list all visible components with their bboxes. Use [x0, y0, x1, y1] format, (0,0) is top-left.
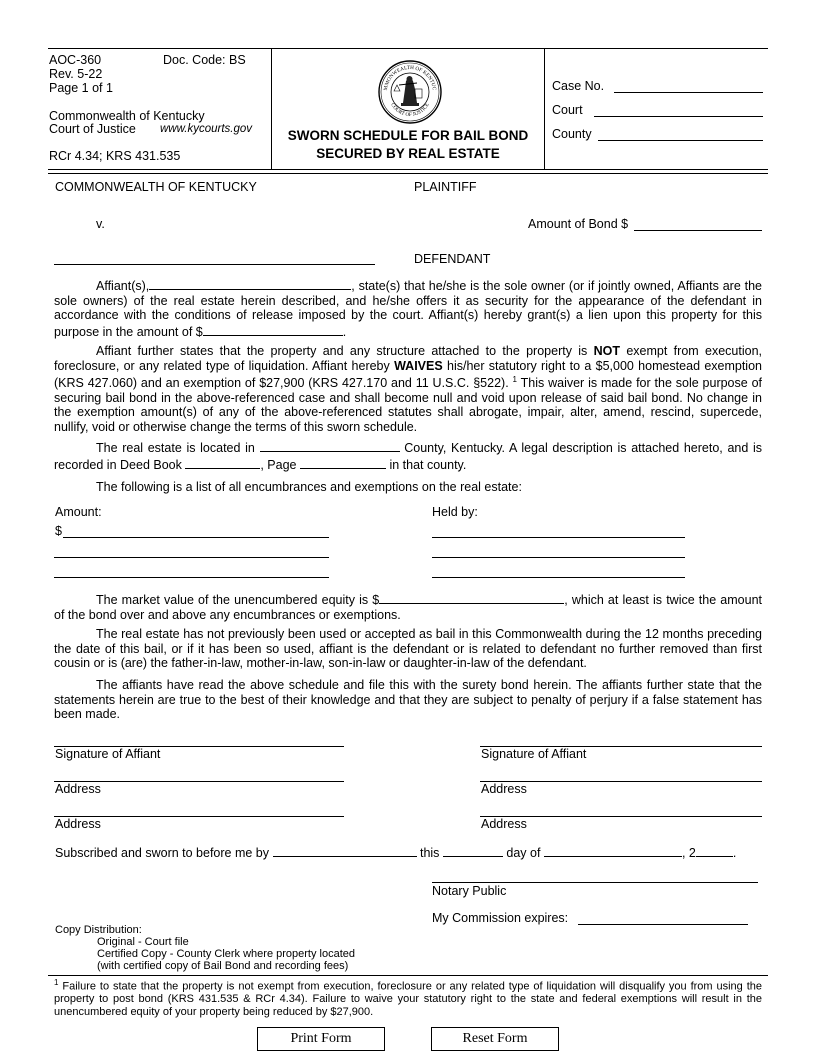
form-title-line1: SWORN SCHEDULE FOR BAIL BOND [287, 128, 529, 143]
market-value-field[interactable] [379, 591, 564, 604]
org-line1: Commonwealth of Kentucky [49, 109, 205, 123]
amount-label: Amount: [55, 505, 102, 519]
defendant-label: DEFENDANT [414, 252, 491, 266]
p1-text-b: , state(s) that he/she is the sole owner (or if jointly owned, Affiants are the sole owners) of the real estate herein described, and he/she offers it as security for the appearance of the defendant in accordance with the conditions of release imposed by the court. Affiant(s) hereby grant(s) a lien upon this property for this purpose in the amount of $ [54, 279, 762, 339]
p2-text-b: exempt from execution, foreclosure, or any related type of liquidation. Affiant hereby [54, 344, 762, 373]
p2-not: NOT [593, 344, 621, 358]
reset-form-button[interactable]: Reset Form [431, 1027, 559, 1051]
case-no-field[interactable] [614, 92, 763, 93]
paragraph-waiver [54, 344, 762, 434]
held-by-field-2[interactable] [432, 557, 685, 558]
rules-citation: RCr 4.34; KRS 431.535 [49, 149, 181, 163]
print-form-button[interactable]: Print Form [257, 1027, 385, 1051]
footnote-text: Failure to state that the property is not exempt from execution, foreclosure or any related type of liquidation will disqualify you from using the property to post bond (KRS 431.535 & RCr 4.34). Failure to waive your statutory right to the state and federal exemptions will result in the unencumbered equity of your property being reduced by $27,900. [54, 980, 762, 1018]
case-no-label: Case No. [552, 79, 605, 93]
distribution-line3: (with certified copy of Bail Bond and recording fees) [97, 960, 349, 972]
doc-code: Doc. Code: BS [163, 53, 246, 67]
sworn-text-c: day of [506, 846, 541, 860]
footnote-rule [48, 975, 768, 976]
lien-amount-field[interactable] [203, 323, 343, 336]
address-label-1a: Address [55, 782, 101, 796]
p2-text-c: his/her statutory right to a $5,000 homestead exemption (KRS 427.060) and an exemption of $27,900 (KRS 427.170 and 11 U.S.C. §522). [54, 358, 762, 391]
form-id: AOC-360 [49, 53, 102, 67]
location-county-field[interactable] [260, 439, 400, 452]
org-line2: Court of Justice [49, 122, 136, 136]
held-by-label: Held by: [432, 505, 478, 519]
address-label-2b: Address [481, 817, 527, 831]
signature-label-2: Signature of Affiant [481, 747, 587, 761]
paragraph-encumbrances [54, 480, 762, 495]
dollar-sign: $ [55, 524, 62, 538]
footnote [54, 977, 762, 1018]
amount-field-1[interactable] [63, 537, 329, 538]
paragraph-prior-use [54, 627, 762, 671]
defendant-name-field[interactable] [54, 264, 375, 265]
amount-field-2[interactable] [54, 557, 329, 558]
header-divider-right [544, 48, 545, 169]
p6-text: The real estate has not previously been used or accepted as bail in this Commonwealth during the 12 months preceding the date of this bail, or if it has been so used, affiant is the defendant or is related to defendant no further removed than first cousin or is (are) the father-in-law, mother-in-law, son-in-law or daughter-in-law of the defendant. [54, 627, 762, 670]
sworn-text-a: Subscribed and sworn to before me by [55, 846, 270, 860]
sworn-text-e: . [732, 846, 737, 860]
county-label: County [552, 127, 592, 141]
distribution-line1: Original - Court file [97, 936, 189, 948]
sworn-text-b: this [419, 846, 440, 860]
bond-amount-label: Amount of Bond $ [528, 217, 629, 231]
header-bottom-rule-2 [48, 173, 768, 174]
p2-text-a: Affiant further states that the property and any structure attached to the property is [96, 344, 594, 358]
distribution-title: Copy Distribution: [55, 924, 142, 936]
header-top-rule [48, 48, 768, 49]
p4-text: The following is a list of all encumbrances and exemptions on the real estate: [96, 480, 522, 494]
footnote-marker: 1 [54, 978, 59, 987]
p7-text: The affiants have read the above schedule and file this with the surety bond herein. The affiants further state that the statements herein are true to the best of their knowledge and that they are subject to penalty of perjury if a false statement has been made. [54, 678, 762, 721]
commission-expires-field[interactable] [578, 924, 748, 925]
page-number: Page 1 of 1 [49, 81, 113, 95]
sworn-text-d: , 2 [681, 846, 696, 860]
county-field[interactable] [598, 140, 763, 141]
plaintiff-name: COMMONWEALTH OF KENTUCKY [55, 180, 257, 194]
paragraph-location [54, 439, 762, 472]
plaintiff-label: PLAINTIFF [414, 180, 477, 194]
held-by-field-1[interactable] [432, 537, 685, 538]
address-label-2a: Address [481, 782, 527, 796]
sworn-statement [55, 844, 736, 860]
seal-text-bottom: COURT OF JUSTICE [389, 102, 431, 119]
signature-label-1: Signature of Affiant [55, 747, 161, 761]
sworn-day-field[interactable] [443, 844, 503, 857]
notary-label: Notary Public [432, 884, 507, 898]
bond-amount-field[interactable] [634, 230, 762, 231]
p3-text-d: in that county. [389, 457, 467, 472]
p3-text-c: , Page [260, 457, 297, 472]
notary-signature-field[interactable] [432, 882, 758, 883]
affiant-name-field[interactable] [149, 277, 351, 290]
amount-field-3[interactable] [54, 577, 329, 578]
p5-text-a: The market value of the unencumbered equity is $ [96, 593, 380, 607]
versus: v. [96, 217, 105, 231]
court-label: Court [552, 103, 583, 117]
held-by-field-3[interactable] [432, 577, 685, 578]
commission-label: My Commission expires: [432, 911, 569, 925]
address-label-1b: Address [55, 817, 101, 831]
deed-book-field[interactable] [185, 456, 260, 469]
p1-text-a: Affiant(s), [96, 279, 150, 293]
revision: Rev. 5-22 [49, 67, 103, 81]
p1-text-c: . [342, 324, 347, 339]
deed-page-field[interactable] [300, 456, 386, 469]
form-title-line2: SECURED BY REAL ESTATE [316, 146, 500, 161]
sworn-month-field[interactable] [544, 844, 682, 857]
footnote-ref: 1 [512, 375, 517, 384]
paragraph-ownership [54, 277, 762, 339]
header-bottom-rule-1 [48, 169, 768, 170]
paragraph-attestation [54, 678, 762, 722]
website-link[interactable]: www.kycourts.gov [160, 123, 253, 135]
court-field[interactable] [594, 116, 763, 117]
seal-text-top: MMONWEALTH OF KENTUC [382, 64, 437, 91]
distribution-line2: Certified Copy - County Clerk where property located [97, 948, 356, 960]
p3-text-a: The real estate is located in [96, 441, 255, 455]
paragraph-market-value [54, 591, 762, 622]
p2-text-d: This waiver is made for the sole purpose of securing bail bond in the above-referenced case and shall become null and void upon release of said bail bond. No change in the exemption amount(s) of any of the above-referenced statutes shall abrogate, impair, alter, amend, rescind, supercede, nullify, void or otherwise change the terms of this sworn schedule. [54, 376, 762, 434]
sworn-year-field[interactable] [696, 844, 733, 857]
p5-text-b: , which at least is twice the amount of the bond over and above any encumbrances or exemptions. [54, 593, 763, 622]
sworn-by-field[interactable] [273, 844, 417, 857]
court-seal-icon [377, 59, 443, 125]
p2-waives: WAIVES [394, 358, 443, 373]
p3-text-b: County, Kentucky. A legal description is attached hereto, and is recorded in Deed Book [54, 441, 762, 472]
